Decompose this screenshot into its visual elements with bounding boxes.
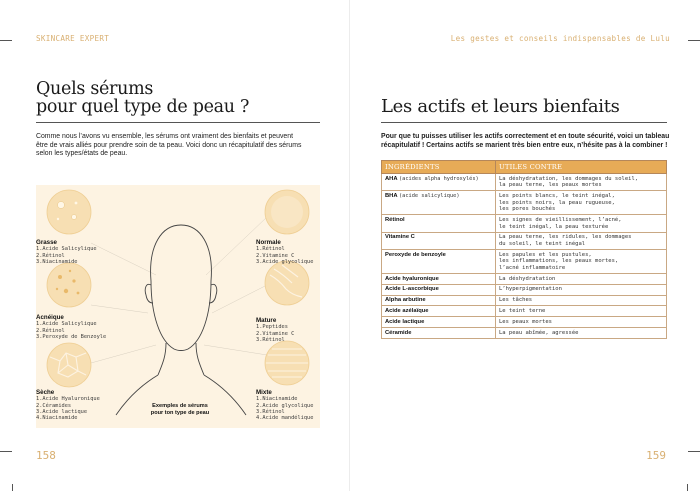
use-line: le teint inégal, la peau texturée: [499, 223, 609, 230]
table-row: [382, 232, 667, 249]
ingredient-cell: Rétinol: [382, 215, 496, 232]
use-line: Les papules et les pustules,: [499, 251, 592, 258]
connector-lines: [91, 217, 267, 363]
serum-item: 3.Rétinol: [256, 409, 285, 415]
ingredient-cell: Céramide: [382, 327, 496, 338]
use-line: les points noirs, la peau rugueuse,: [499, 199, 615, 206]
table-row: [382, 274, 667, 285]
page-number-right: 159: [646, 449, 666, 462]
crop-mark: [688, 451, 700, 452]
mature-skin-circle: [265, 261, 309, 305]
uses-cell: [496, 232, 667, 249]
intro-line: Comme nous l’avons vu ensemble, les sérums ont vraiment des bienfaits et peuvent: [36, 133, 293, 140]
skin-type-name: Mature: [256, 317, 277, 324]
acne-skin-circle: [47, 263, 91, 307]
page-number-left: 158: [36, 449, 56, 462]
serum-item: 4.Niacinamide: [36, 415, 78, 422]
table-row: [382, 327, 667, 338]
skin-type-infographic: [36, 185, 320, 428]
uses-cell: [496, 191, 667, 215]
crop-mark: [688, 40, 700, 41]
ingredient-name: AHA: [385, 175, 398, 182]
intro-paragraph-right: [381, 133, 681, 150]
use-line: Les signes de vieillissement, l’acné,: [499, 216, 622, 223]
page-title-right: Les actifs et leurs bienfaits: [381, 96, 620, 117]
running-head-left: SKINCARE EXPERT: [36, 34, 110, 43]
column-header-ingredients: INGRÉDIENTS: [382, 161, 496, 174]
serum-item: 2.Vitamine C: [256, 330, 295, 337]
table-row: [382, 174, 667, 191]
serum-item: 2.Rétinol: [36, 252, 65, 259]
infographic-caption: [128, 403, 232, 417]
intro-line: récapitulatif ! Certains actifs se marient très bien entre eux, n’hésite pas à la combiner !: [381, 141, 668, 149]
table-row: [382, 306, 667, 317]
ingredient-cell: Peroxyde de benzoyle: [382, 250, 496, 274]
serum-item: 2.Rétinol: [36, 327, 65, 334]
uses-cell: [496, 317, 667, 328]
ingredient-cell: Acide hyaluronique: [382, 274, 496, 285]
skin-type-block-normal: [256, 239, 313, 265]
serum-item: 3.Acide glycolique: [256, 259, 314, 265]
use-line: Les peaux mortes: [499, 318, 552, 325]
serum-item: 1.Niacinamide: [256, 396, 298, 403]
use-line: Les points blancs, le teint inégal,: [499, 192, 615, 199]
serum-item: 1.Acide Salicylique: [36, 321, 97, 328]
use-line: L’hyperpigmentation: [499, 286, 562, 293]
intro-line: selon les types/états de peau.: [36, 150, 128, 158]
use-line: les inflammations, les peaux mortes,: [499, 258, 619, 265]
crop-mark: [0, 40, 12, 41]
actives-table: [381, 160, 667, 339]
ingredient-note: (acide salicylique): [398, 192, 460, 199]
skin-type-block-mature: [256, 317, 294, 343]
skin-type-block-dry: [36, 389, 100, 422]
use-line: les pores bouchés: [499, 206, 556, 213]
skin-type-block-oily: [36, 239, 97, 265]
ingredient-cell: [382, 174, 496, 191]
uses-cell: [496, 295, 667, 306]
intro-line: Pour que tu puisses utiliser les actifs correctement et en toute sécurité, voici un tableau: [381, 133, 670, 140]
table-row: [382, 317, 667, 328]
table-row: [382, 284, 667, 295]
intro-line: être de vrais alliés pour prendre soin de ta peau. Voici donc un récapitulatif des sérums: [36, 141, 302, 149]
connector-line: [91, 345, 156, 363]
use-line: La déshydratation, les dommages du soleil,: [499, 175, 639, 182]
ingredient-cell: Alpha arbutine: [382, 295, 496, 306]
dry-skin-circle: [47, 343, 91, 387]
uses-cell: [496, 284, 667, 295]
uses-cell: [496, 306, 667, 317]
serum-item: 2.Vitamine C: [256, 252, 295, 259]
use-line: Le teint terne: [499, 308, 546, 314]
connector-line: [204, 345, 267, 355]
page-title-line2: pour quel type de peau ?: [36, 97, 250, 117]
table-row: [382, 215, 667, 232]
connector-line: [212, 285, 267, 313]
serum-item: 1.Acide Salicylique: [36, 246, 97, 253]
uses-cell: [496, 215, 667, 232]
skin-type-block-combination: [256, 389, 313, 422]
ingredient-cell: Vitamine C: [382, 232, 496, 249]
crop-mark: [12, 484, 13, 491]
serum-item: 3.Acide lactique: [36, 409, 88, 415]
ingredient-note: (acides alpha hydroxylés): [398, 175, 479, 182]
caption-line: Exemples de sérums: [152, 403, 208, 409]
uses-cell: [496, 250, 667, 274]
use-line: l’acné inflammatoire: [499, 264, 566, 271]
skin-type-name: Acnéique: [36, 314, 64, 321]
serum-item: 2.Céramides: [36, 402, 72, 409]
ingredient-cell: [382, 191, 496, 215]
use-line: La déshydratation: [499, 275, 556, 282]
serum-item: 2.Acide glycolique: [256, 402, 314, 409]
serum-item: 1.Peptides: [256, 324, 288, 331]
ingredient-name: BHA: [385, 192, 398, 199]
skin-type-block-acne: [36, 314, 106, 340]
serum-item: 1.Rétinol: [256, 246, 285, 253]
skin-type-name: Mixte: [256, 389, 272, 396]
uses-cell: [496, 327, 667, 338]
use-line: La peau abîmée, agressée: [499, 329, 579, 336]
serum-item: 1.Acide Hyaluronique: [36, 396, 100, 403]
connector-line: [91, 305, 148, 313]
running-head-right: Les gestes et conseils indispensables de Lulu: [450, 34, 670, 43]
serum-item: 3.Peroxyde de Benzoyle: [36, 334, 107, 340]
skin-type-name: Grasse: [36, 239, 57, 246]
crop-mark: [0, 451, 12, 452]
table-row: [382, 191, 667, 215]
skin-type-name: Normale: [256, 239, 281, 246]
column-header-uses: UTILES CONTRE: [496, 161, 667, 174]
serum-item: 3.Rétinol: [256, 337, 285, 343]
oily-skin-circle: [47, 190, 91, 234]
title-rule-right: [381, 122, 667, 123]
use-line: La peau terne, les ridules, les dommages: [499, 234, 632, 241]
use-line: Les tâches: [499, 297, 533, 304]
face-outline: [116, 225, 246, 415]
uses-cell: [496, 274, 667, 285]
table-header-row: [382, 161, 667, 174]
table-row: [382, 250, 667, 274]
use-line: la peau terne, les peaux mortes: [499, 182, 602, 189]
table-row: [382, 295, 667, 306]
serum-item: 4.Acide mandélique: [256, 415, 314, 422]
intro-paragraph-left: [36, 133, 326, 159]
page-title-line1: Quels sérums: [36, 79, 154, 99]
use-line: du soleil, le teint inégal: [499, 240, 586, 247]
title-rule: [36, 122, 320, 123]
caption-line: pour ton type de peau: [150, 410, 210, 416]
ingredient-cell: Acide lactique: [382, 317, 496, 328]
combination-skin-circle: [265, 341, 309, 385]
normal-skin-circle: [265, 190, 309, 234]
ingredient-cell: Acide azélaïque: [382, 306, 496, 317]
connector-line: [91, 243, 156, 275]
serum-item: 3.Niacinamide: [36, 259, 78, 265]
crop-mark: [687, 484, 688, 491]
uses-cell: [496, 174, 667, 191]
skin-type-name: Sèche: [36, 389, 55, 396]
ingredient-cell: Acide L-ascorbique: [382, 284, 496, 295]
